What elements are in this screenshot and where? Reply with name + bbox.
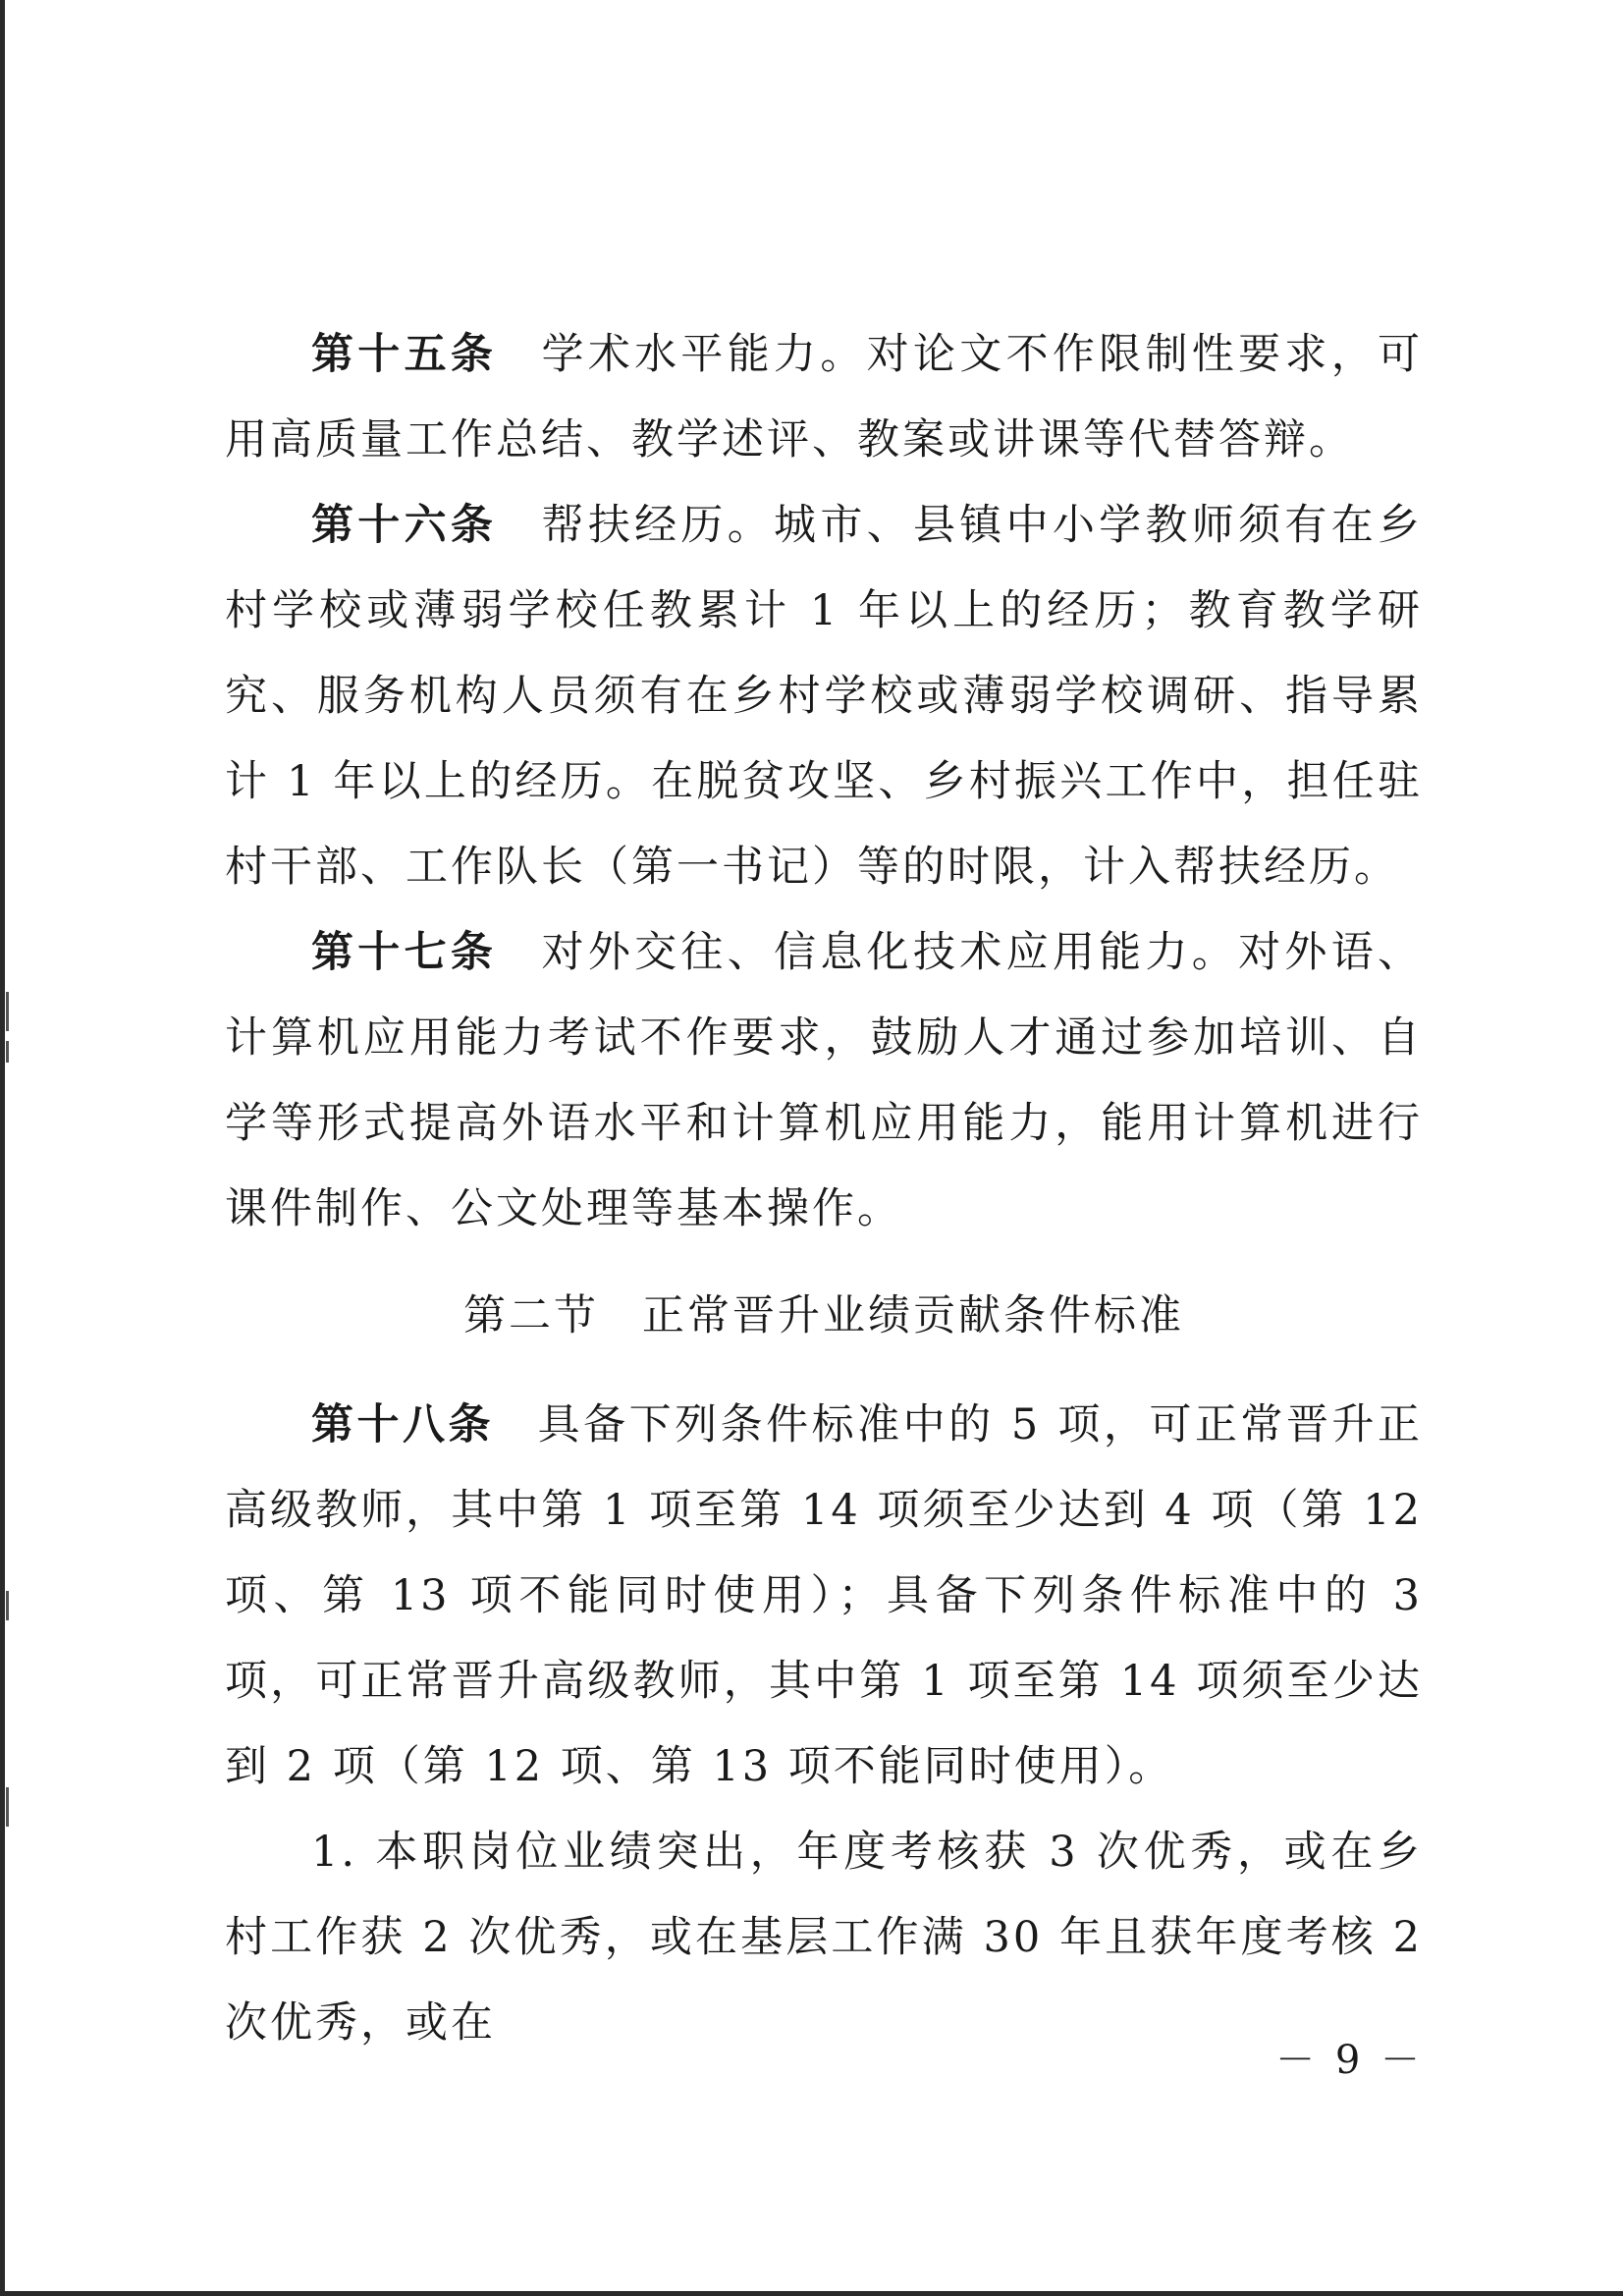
scan-mark xyxy=(6,1041,9,1063)
article-15 xyxy=(225,312,1423,483)
article-text: 对外交往、信息化技术应用能力。对外语、计算机应用能力考试不作要求，鼓励人才通过参加培训、自学等形式提高外语水平和计算机应用能力，能用计算机进行课件制作、公文处理等基本操作。 xyxy=(225,928,1424,1233)
article-label: 第十七条 xyxy=(311,928,498,977)
scan-mark xyxy=(6,1787,9,1827)
section-number: 第二节 xyxy=(463,1291,599,1340)
scan-edge-bottom xyxy=(0,2291,1623,2296)
article-16 xyxy=(225,483,1423,910)
page-number: － 9 － xyxy=(1275,2038,1424,2083)
article-18 xyxy=(225,1383,1423,1810)
list-item-text: 1. 本职岗位业绩突出，年度考核获 3 次优秀，或在乡村工作获 2 次优秀，或在基层工作满 30 年且获年度考核 2 次优秀，或在 xyxy=(225,1828,1423,2048)
scan-edge-left xyxy=(0,0,5,2296)
scan-mark xyxy=(6,992,9,1031)
document-body xyxy=(225,312,1423,2066)
article-text: 学术水平能力。对论文不作限制性要求，可用高质量工作总结、教学述评、教案或讲课等代替答辩。 xyxy=(225,330,1424,465)
article-label: 第十六条 xyxy=(311,501,498,550)
article-text: 具备下列条件标准中的 5 项，可正常晋升正高级教师，其中第 1 项至第 14 项须至少达到 4 项（第 12 项、第 13 项不能同时使用）；具备下列条件标准中的 3 项，可正常晋升高级教师，其中第 1 项至第 14 项须至少达到 2 项（第 12 项、第 13 项不能同时使用）。 xyxy=(225,1400,1424,1791)
article-label: 第十五条 xyxy=(311,330,498,379)
section-heading xyxy=(225,1274,1423,1359)
section-title: 正常晋升业绩贡献条件标准 xyxy=(642,1291,1184,1340)
list-item xyxy=(225,1810,1423,2066)
article-17 xyxy=(225,910,1423,1252)
article-label: 第十八条 xyxy=(311,1400,495,1449)
article-text: 帮扶经历。城市、县镇中小学教师须有在乡村学校或薄弱学校任教累计 1 年以上的经历；教育教学研究、服务机构人员须有在乡村学校或薄弱学校调研、指导累计 1 年以上的经历。在脱贫攻坚、乡村振兴工作中，担任驻村干部、工作队长（第一书记）等的时限，计入帮扶经历。 xyxy=(225,501,1424,892)
scan-mark xyxy=(6,1591,9,1620)
